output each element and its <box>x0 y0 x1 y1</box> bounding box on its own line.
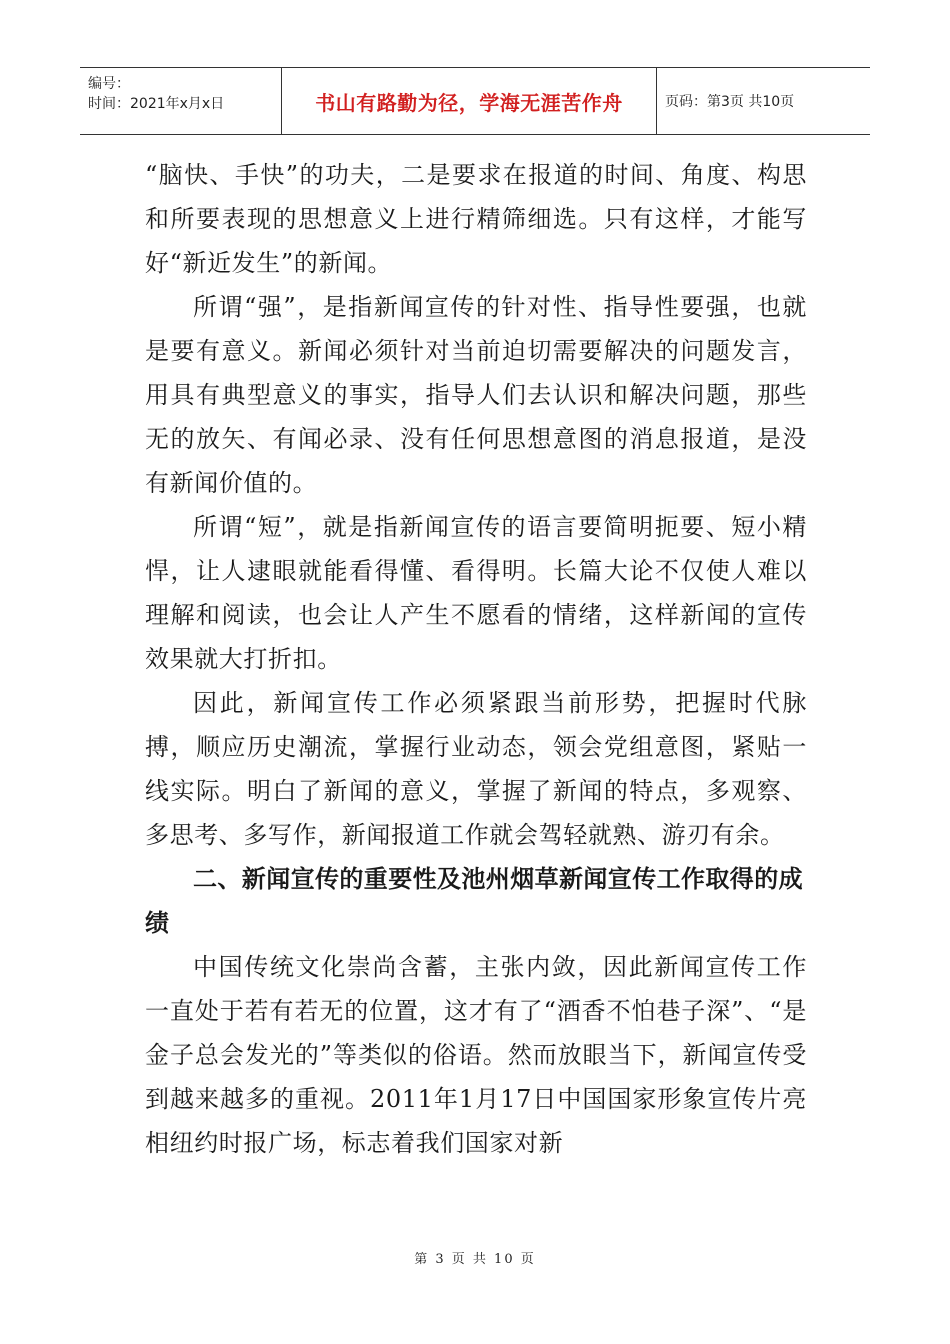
header-meta <box>80 68 282 134</box>
body-paragraph: 中国传统文化崇尚含蓄，主张内敛，因此新闻宣传工作一直处于若有若无的位置，这才有了“酒香不怕巷子深”、“是金子总会发光的”等类似的俗语。然而放眼当下，新闻宣传受到越来越多的重视。2011年1月17日中国国家形象宣传片亮相纽约时报广场，标志着我们国家对新 <box>145 953 807 1157</box>
header-page-info: 页码：第3页 共10页 <box>665 94 795 110</box>
time-label: 时间：2021年x月x日 <box>88 96 225 112</box>
body-paragraph: 因此，新闻宣传工作必须紧跟当前形势，把握时代脉搏，顺应历史潮流，掌握行业动态，领会党组意图，紧贴一线实际。明白了新闻的意义，掌握了新闻的特点，多观察、多思考、多写作，新闻报道工作就会驾轻就熟、游刃有余。 <box>145 689 807 849</box>
body-paragraph: 所谓“短”，就是指新闻宣传的语言要简明扼要、短小精悍，让人逮眼就能看得懂、看得明。长篇大论不仅使人难以理解和阅读，也会让人产生不愿看的情绪，这样新闻的宣传效果就大打折扣。 <box>145 513 807 673</box>
section-heading: 二、新闻宣传的重要性及池州烟草新闻宣传工作取得的成绩 <box>145 865 803 937</box>
number-label: 编号： <box>88 76 130 92</box>
body-paragraph: “脑快、手快”的功夫，二是要求在报道的时间、角度、构思和所要表现的思想意义上进行精筛细选。只有这样，才能写好“新近发生”的新闻。 <box>145 161 807 277</box>
header-motto: 书山有路勤为径，学海无涯苦作舟 <box>282 68 657 134</box>
body-paragraph: 所谓“强”，是指新闻宣传的针对性、指导性要强，也就是要有意义。新闻必须针对当前迫切需要解决的问题发言，用具有典型意义的事实，指导人们去认识和解决问题，那些无的放矢、有闻必录、没有任何思想意图的消息报道，是没有新闻价值的。 <box>145 293 807 497</box>
document-body <box>145 153 807 1165</box>
document-header <box>80 67 870 135</box>
page-footer: 第 3 页 共 10 页 <box>414 1252 536 1267</box>
